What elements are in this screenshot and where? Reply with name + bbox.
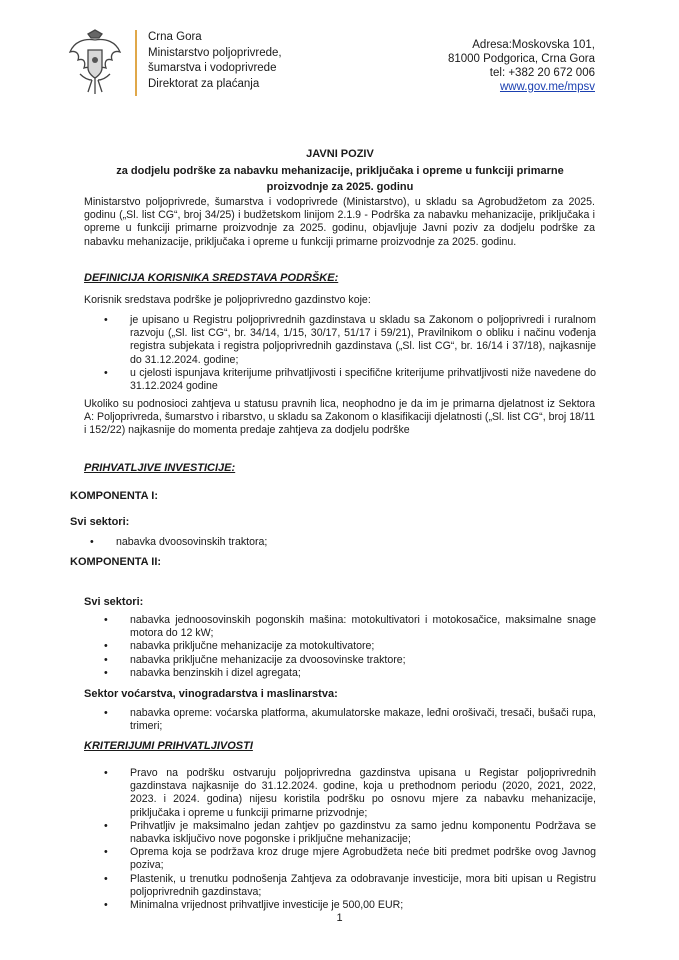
investicije-heading: PRIHVATLJIVE INVESTICIJE: (84, 462, 236, 474)
komponenta-2-fruit-list (104, 707, 596, 733)
list-item: • Prihvatljiv je maksimalno jedan zahtjev po gazdinstvu za samo jednu komponentu Podržava se nabavka isključivo nove pogonske i priključne mehanizacije; (104, 820, 596, 846)
list-item: • nabavka benzinskih i dizel agregata; (104, 667, 596, 680)
list-item: • u cjelosti ispunjava kriterijume prihvatljivosti i specifične kriterijume prihvatljivosti niže navedene do 31.12.2024 godine (104, 367, 596, 393)
intro-paragraph: Ministarstvo poljoprivrede, šumarstva i vodoprivrede (Ministarstvo), u skladu sa Agrobudžetom za 2025. godinu („Sl. list CG“, broj 34/25) i budžetskom linijom 2.1.9 - Podrška za nabavku mehanizacije, priključaka i opreme u funkciji primarne proizvodnje za 2025. godinu, objavljuje Javni poziv za dodjelu podrške za nabavku mehanizacije, priključaka i opreme u funkciji primarne proizvodnje za 2025. godinu. (84, 196, 595, 248)
contact-block (448, 38, 595, 94)
list-item: • nabavka priključne mehanizacije za dvoosovinske traktore; (104, 654, 596, 667)
list-item: • Pravo na podršku ostvaruju poljoprivredna gazdinstva upisana u Registar poljoprivrednih gazdinstava najkasnije do 31.12.2024. godine, koja u prethodnom periodu (2020, 2021, 2022, 2023. i 2024. godina) nijesu koristila podršku po osnovu mjere za nabavku mehanizacije, priključaka i opreme u funkciji primarne prizvodnje; (104, 767, 596, 820)
komponenta-2-list (104, 614, 596, 680)
definicija-list (104, 314, 596, 393)
komponenta-2-sector-fruit: Sektor voćarstva, vinogradarstva i maslinarstva: (84, 688, 338, 700)
page-number: 1 (336, 912, 343, 924)
komponenta-1-title: KOMPONENTA I: (70, 490, 158, 502)
list-item: • Oprema koja se podržava kroz druge mjere Agrobudžeta neće biti predmet podrške ovog Javnog poziva; (104, 846, 596, 872)
komponenta-1-list (90, 536, 582, 549)
kriterijumi-heading: KRITERIJUMI PRIHVATLJIVOSTI (84, 740, 253, 752)
header-divider (135, 30, 137, 96)
document-title: JAVNI POZIV (306, 148, 374, 160)
list-item: • nabavka jednoosovinskih pogonskih mašina: motokultivatori i motokosačice, maksimalne snage motora do 12 kW; (104, 614, 596, 640)
definicija-lead: Korisnik sredstava podrške je poljoprivredno gazdinstvo koje: (84, 294, 371, 306)
montenegro-coat-of-arms-icon (66, 28, 124, 96)
ministry-name-line1: Ministarstvo poljoprivrede, (148, 46, 282, 59)
list-item: • Plastenik, u trenutku podnošenja Zahtjeva za odobravanje investicije, mora biti upisan u Registru poljoprivrednih gazdinstava; (104, 873, 596, 899)
list-item: • je upisano u Registru poljoprivrednih gazdinstava u skladu sa Zakonom o poljoprivredi i ruralnom razvoju („Sl. list CG“, br. 34/14, 1/15, 30/17, 51/17 i 59/21), Pravilnikom o obliku i načinu vođenja registra subjekata i registra poljoprivrednih gazdinstava („Sl. list CG“, br. 16/14 i 37/18), najkasnije do 31.12.2024. godine; (104, 314, 596, 367)
ministry-block (148, 30, 282, 92)
country-name: Crna Gora (148, 31, 202, 43)
document-subtitle-line2: proizvodnje za 2025. godinu (266, 181, 414, 193)
komponenta-2-sector: Svi sektori: (84, 596, 144, 608)
document-subtitle-line1: za dodjelu podrške za nabavku mehanizacije, priključaka i opreme u funkciji primarne (116, 165, 564, 177)
city-line: 81000 Podgorica, Crna Gora (447, 53, 595, 65)
definicija-heading: DEFINICIJA KORISNIKA SREDSTAVA PODRŠKE: (84, 272, 339, 284)
website-link[interactable]: www.gov.me/mpsv (499, 81, 595, 93)
list-item: • nabavka priključne mehanizacije za motokultivatore; (104, 640, 596, 653)
directorate-name: Direktorat za plaćanja (148, 77, 260, 90)
list-item: • Minimalna vrijednost prihvatljive investicije je 500,00 EUR; (104, 899, 596, 912)
kriterijumi-list (104, 767, 596, 912)
list-item: • nabavka opreme: voćarska platforma, akumulatorske makaze, leđni orošivači, tresači, bušači rupa, trimeri; (104, 707, 596, 733)
ministry-name-line2: šumarstva i vodoprivrede (148, 62, 277, 74)
phone-line: tel: +382 20 672 006 (489, 67, 595, 79)
komponenta-2-title: KOMPONENTA II: (70, 556, 162, 568)
address-line: Adresa:Moskovska 101, (472, 39, 595, 51)
list-item: • nabavka dvoosovinskih traktora; (90, 536, 582, 549)
legal-entity-note: Ukoliko su podnosioci zahtjeva u statusu pravnih lica, neophodno je da im je primarna djelatnost iz Sektora A: Poljoprivreda, šumarstvo i ribarstvo, u skladu sa Zakonom o klasifikaciji djelatnosti („Sl. list CG“, broj 18/11 i 152/22) najkasnije do momenta predaje zahtjeva za dodjelu podrške (84, 398, 595, 437)
komponenta-1-sector: Svi sektori: (70, 516, 130, 528)
